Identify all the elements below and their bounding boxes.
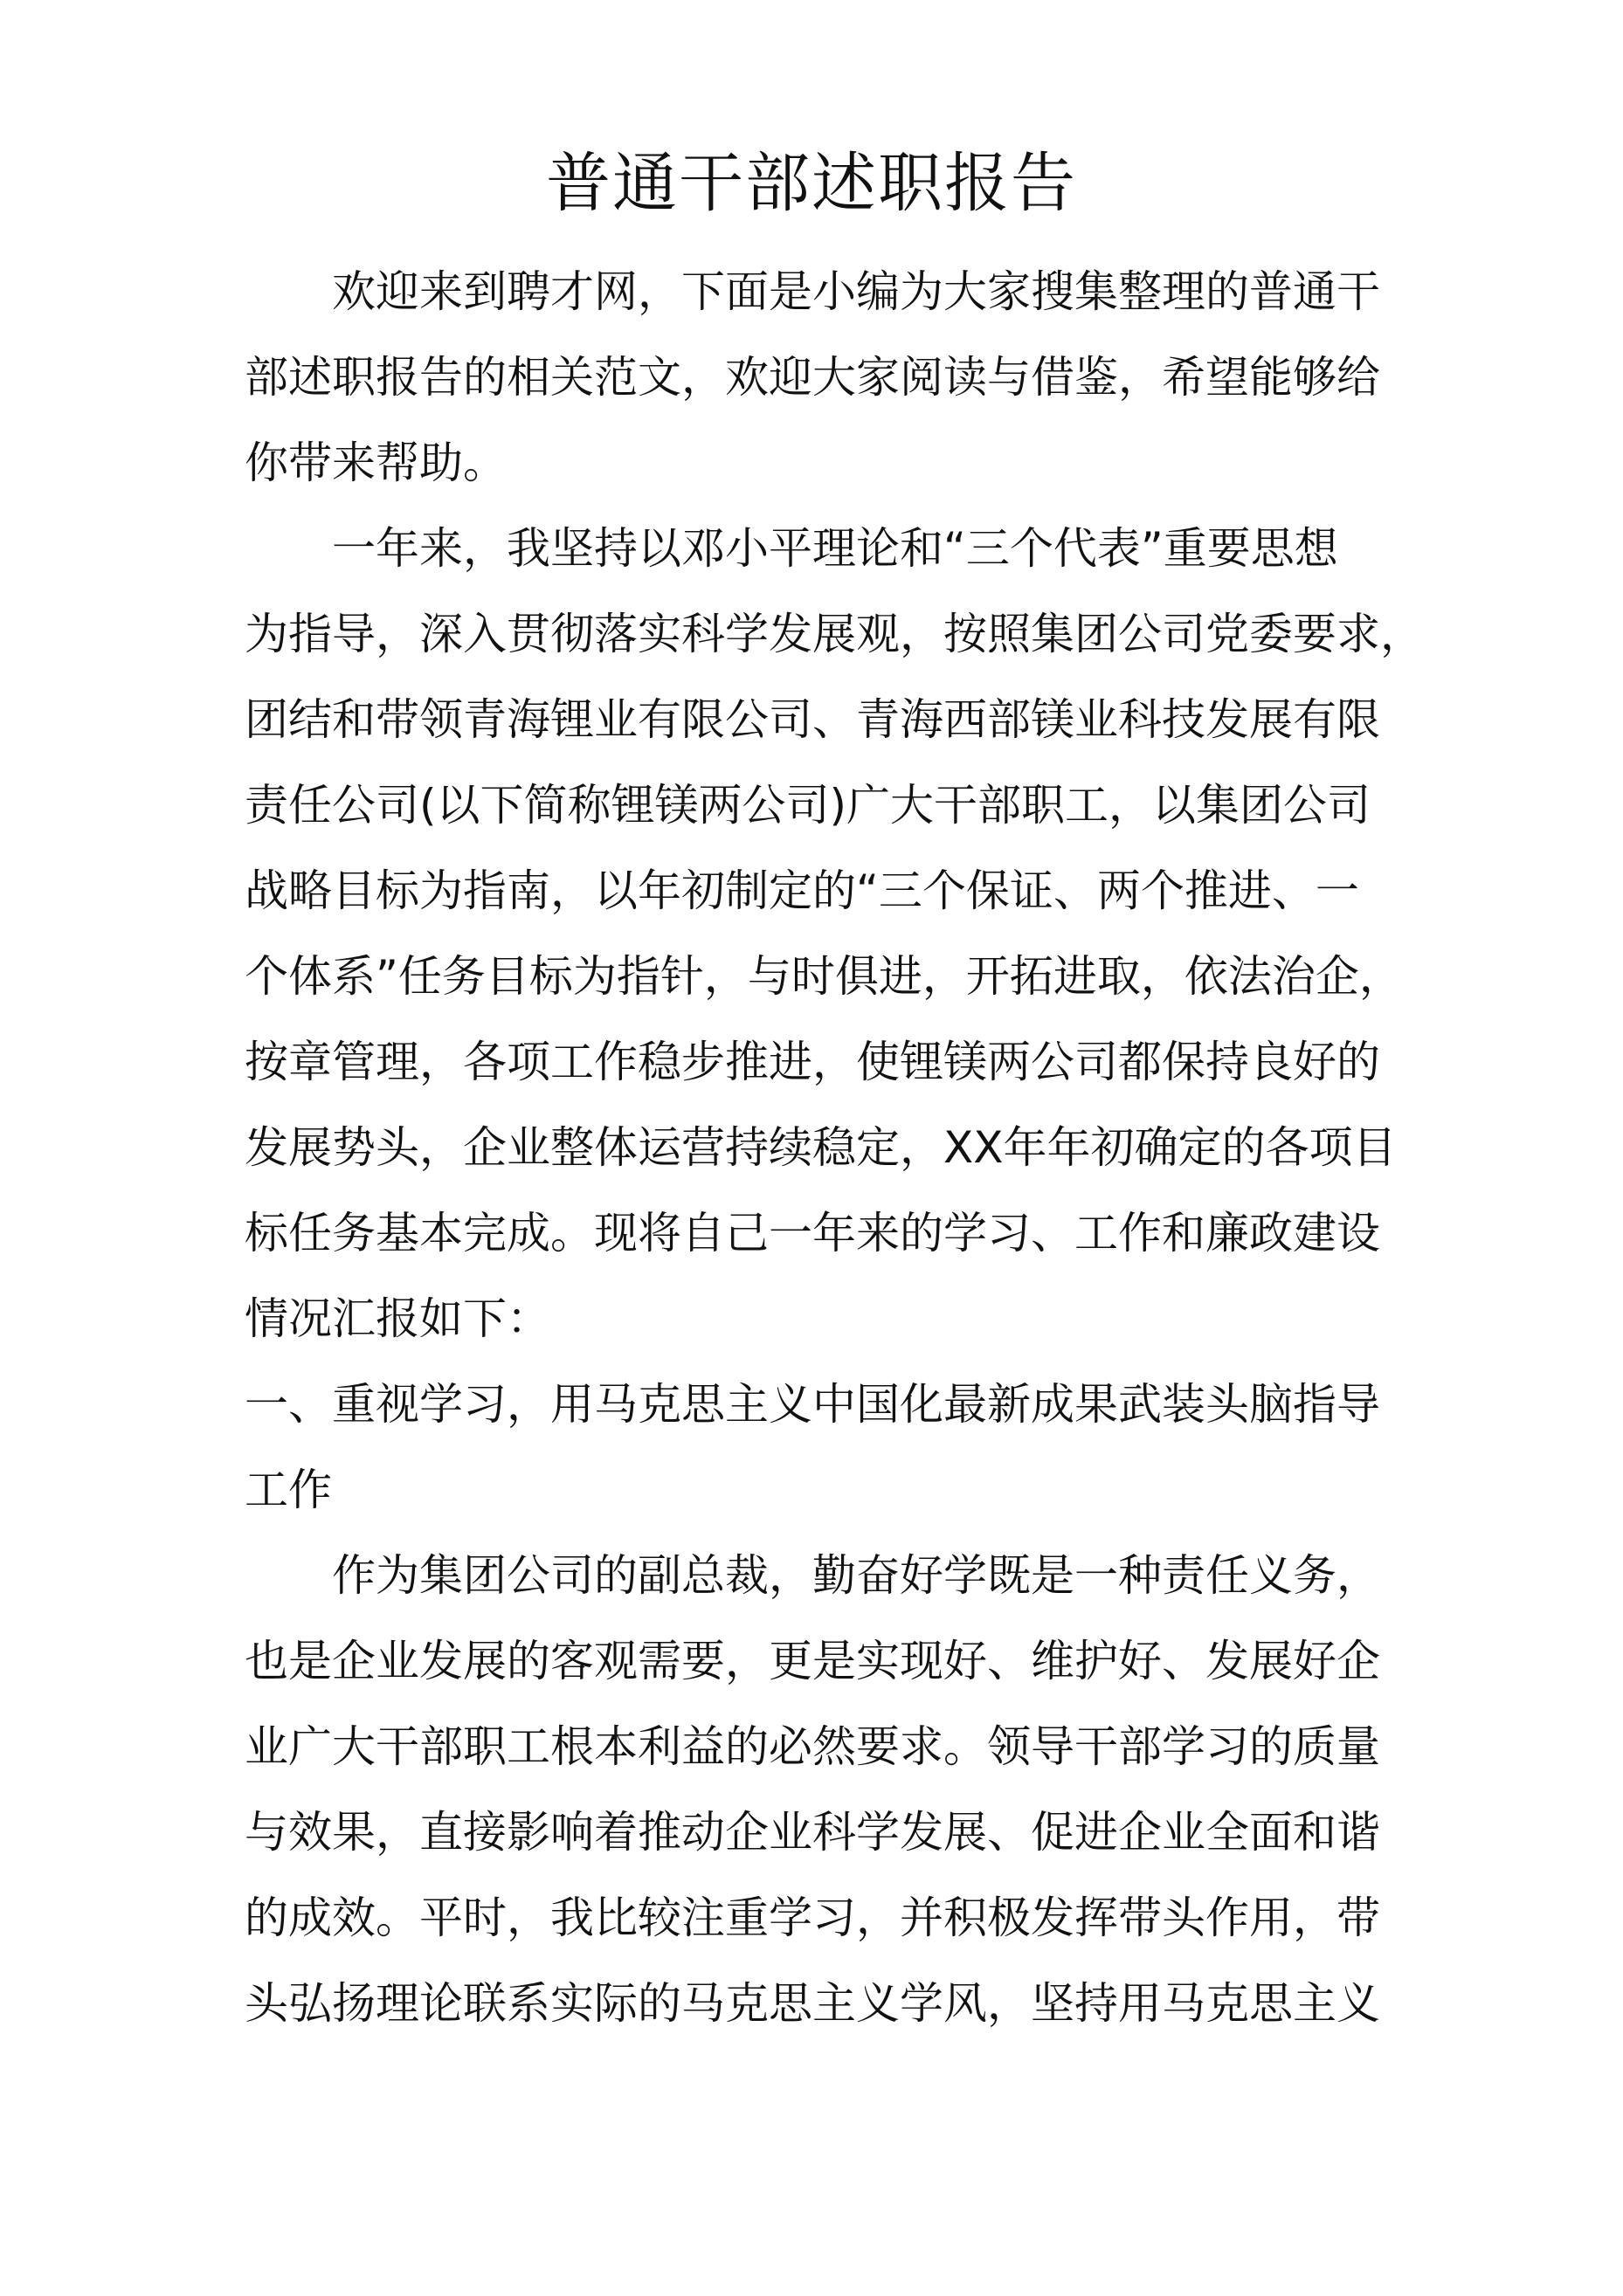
paragraph-line: 的成效。平时，我比较注重学习，并积极发挥带头作用，带 <box>245 1893 1380 1943</box>
paragraph-line: 团结和带领青海锂业有限公司、青海西部镁业科技发展有限 <box>245 694 1380 745</box>
paragraph-line: 欢迎来到聘才网，下面是小编为大家搜集整理的普通干 <box>332 266 1380 317</box>
section-heading-line: 一、重视学习，用马克思主义中国化最新成果武装头脑指导 <box>245 1379 1380 1430</box>
paragraph-line: 发展势头，企业整体运营持续稳定，XX年年初确定的各项目 <box>245 1122 1397 1173</box>
paragraph-line: 与效果，直接影响着推动企业科学发展、促进企业全面和谐 <box>245 1807 1380 1858</box>
section-heading-line: 工作 <box>245 1465 332 1515</box>
paragraph-line: 按章管理，各项工作稳步推进，使锂镁两公司都保持良好的 <box>245 1037 1380 1087</box>
paragraph-line: 也是企业发展的客观需要，更是实现好、维护好、发展好企 <box>245 1636 1380 1686</box>
paragraph-line: 情况汇报如下： <box>245 1293 550 1344</box>
paragraph-line: 为指导，深入贯彻落实科学发展观，按照集团公司党委要求， <box>245 609 1424 659</box>
paragraph-line: 你带来帮助。 <box>245 438 507 488</box>
paragraph-line: 责任公司(以下简称锂镁两公司)广大干部职工，以集团公司 <box>245 780 1371 831</box>
paragraph-line: 头弘扬理论联系实际的马克思主义学风，坚持用马克思主义 <box>245 1978 1380 2029</box>
paragraph-line: 个体系”任务目标为指针，与时俱进，开拓进取，依法治企， <box>245 951 1403 1002</box>
paragraph-line: 业广大干部职工根本利益的必然要求。领导干部学习的质量 <box>245 1721 1380 1772</box>
paragraph-line: 一年来，我坚持以邓小平理论和“三个代表”重要思想 <box>332 523 1338 574</box>
document-title: 普通干部述职报告 <box>546 146 1077 221</box>
document-body <box>245 249 1424 2046</box>
paragraph-line: 作为集团公司的副总裁，勤奋好学既是一种责任义务， <box>332 1550 1380 1601</box>
paragraph-line: 战略目标为指南，以年初制定的“三个保证、两个推进、一 <box>245 865 1359 916</box>
paragraph-line: 部述职报告的相关范文，欢迎大家阅读与借鉴，希望能够给 <box>245 352 1380 403</box>
paragraph-line: 标任务基本完成。现将自己一年来的学习、工作和廉政建设 <box>245 1208 1380 1258</box>
